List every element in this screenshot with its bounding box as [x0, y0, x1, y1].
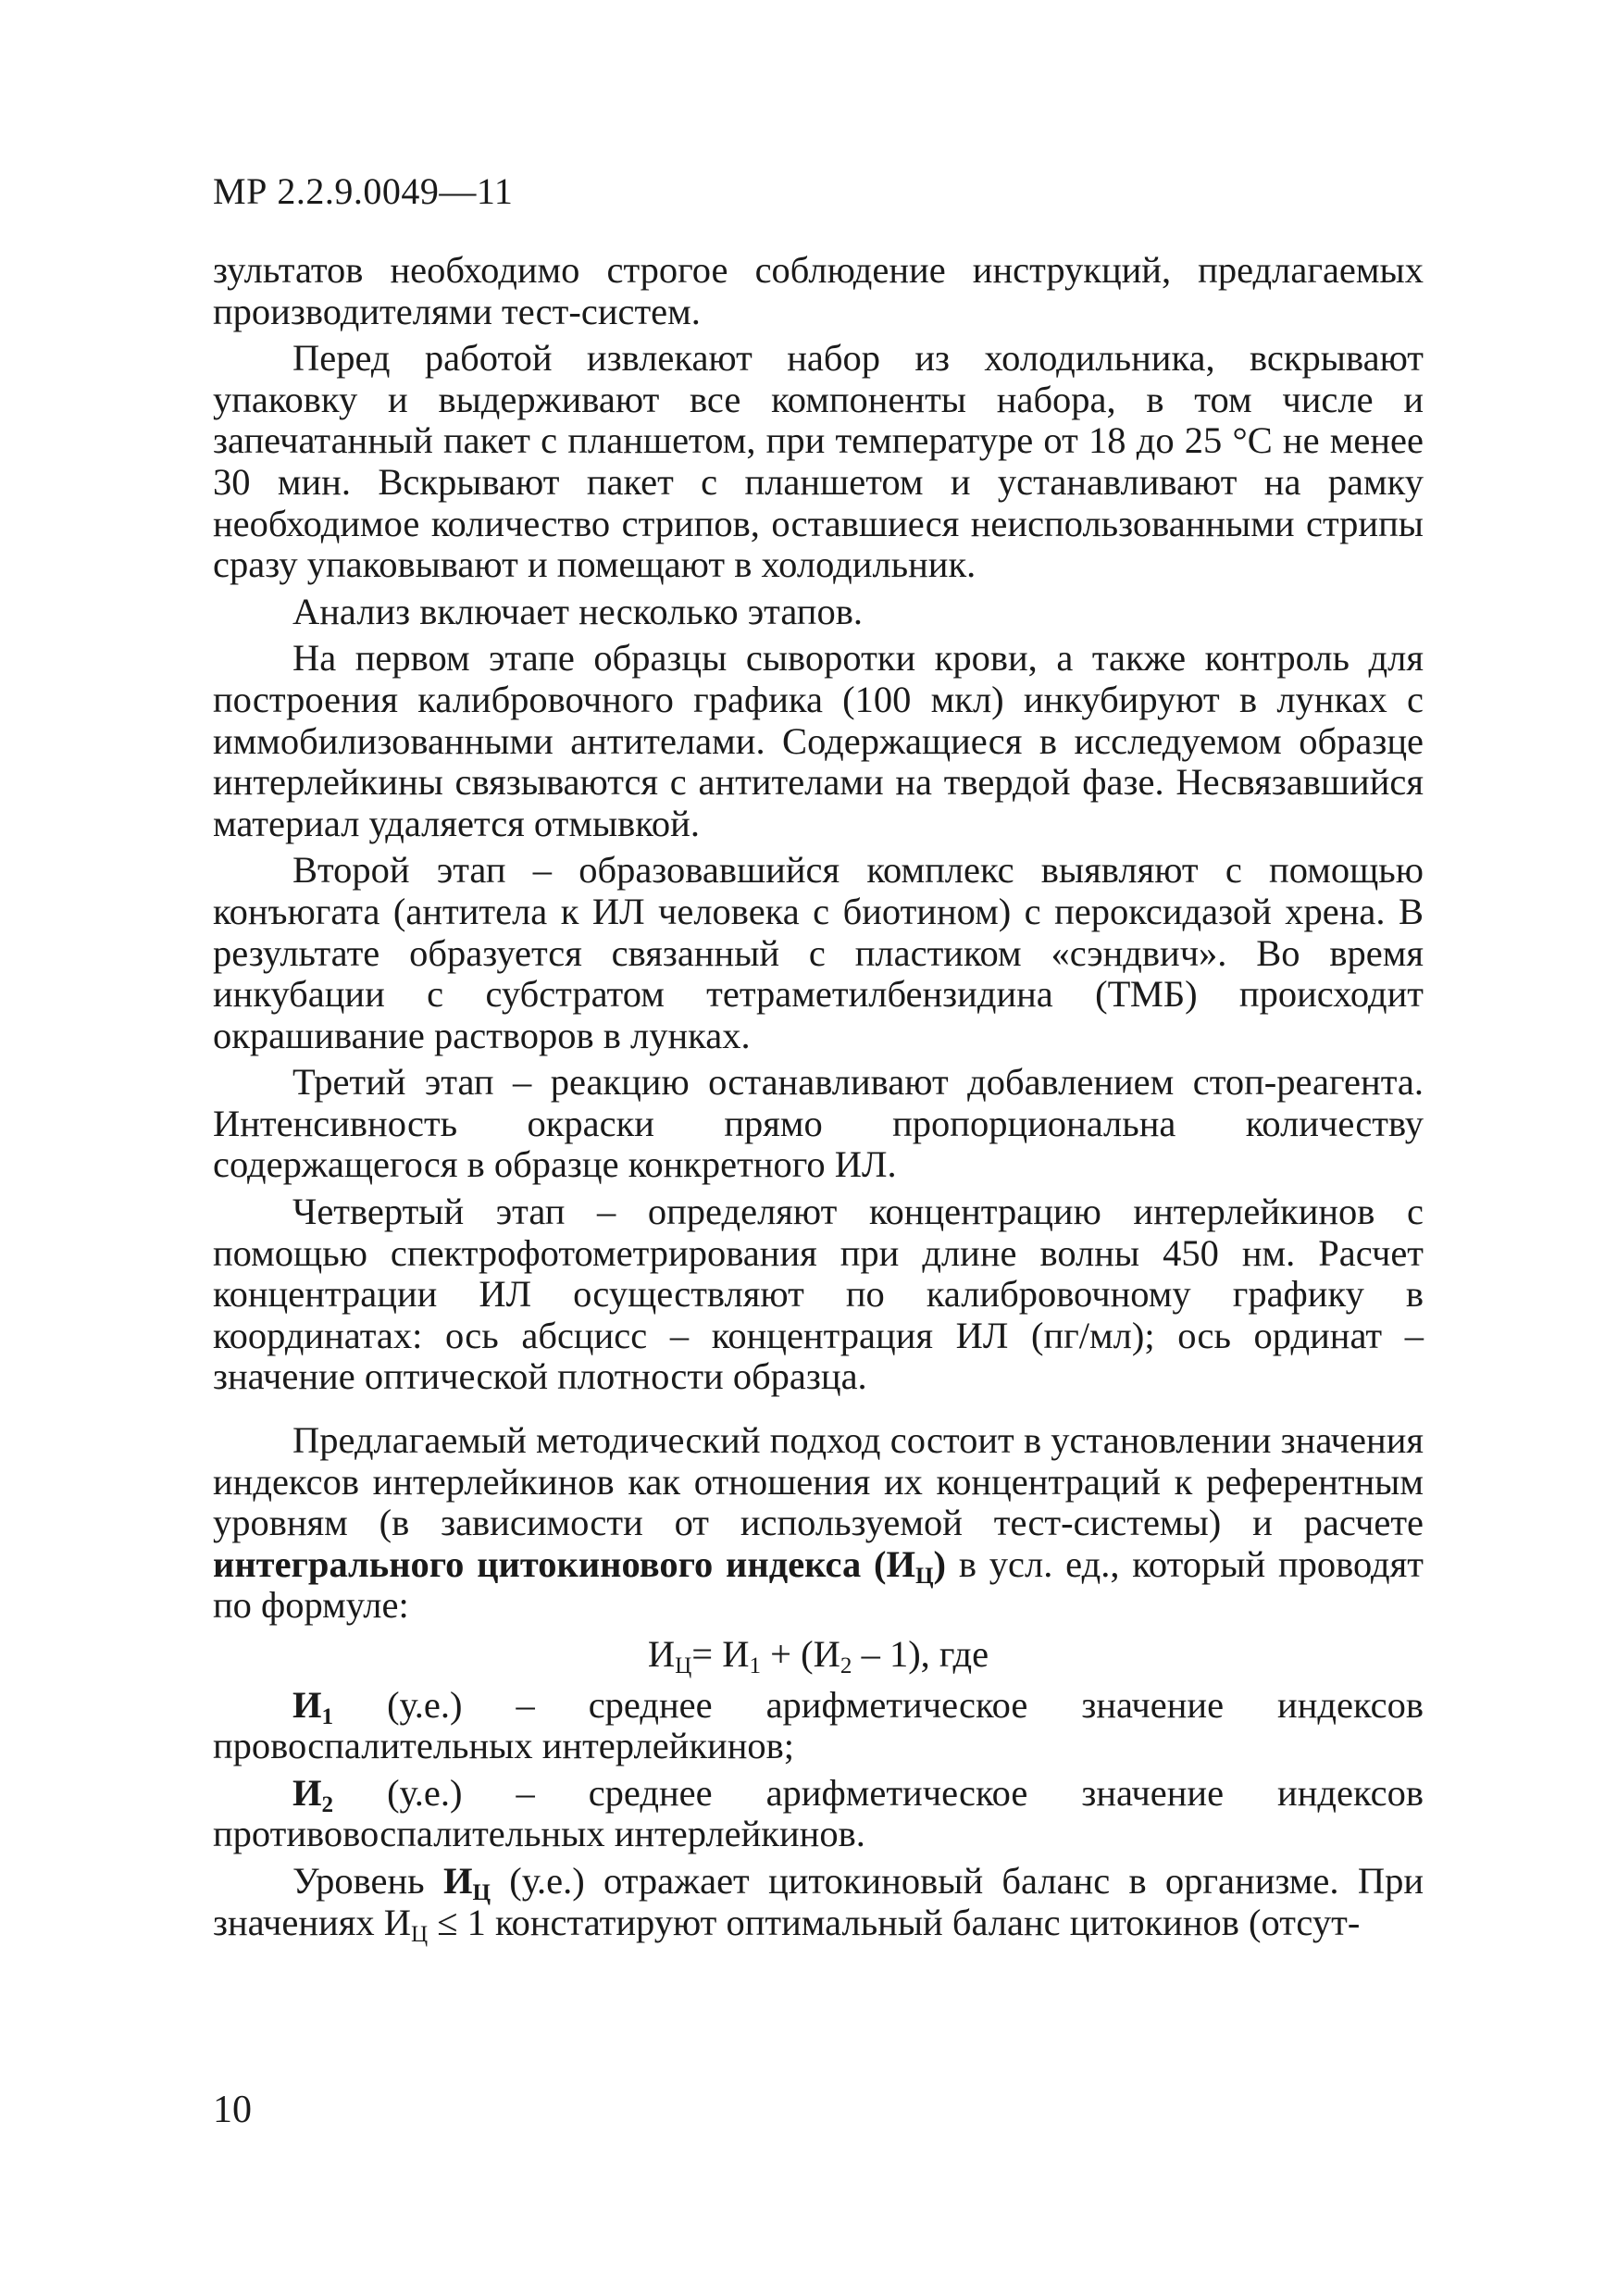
paragraph-analysis-stages: Анализ включает несколько этапов. [292, 590, 863, 632]
paragraph-balance: Уровень $И_Ц$ (у.е.) отражает цитокиновый баланс в организме. При значениях $И_Ц \le 1$ констатируют оптимальный баланс цитокинов (отсут- [213, 1859, 1424, 1947]
formula: $И_Ц= И_1 + (И_2 - 1)$, где [647, 1633, 989, 1679]
method-text-start: Предлагаемый методический подход состоит в установлении значения индексов интерлейкинов как отношения их концентраций к референтным уровням (в зависимости от используемой тест-системы) и расчете [213, 1419, 1424, 1544]
paragraph-preparation: Перед работой извлекают набор из холодильника, вскрывают упаковку и выдерживают все компоненты набора, в том числе и запечатанный пакет с планшетом, при температуре от 18 до 25 °С не менее 30 мин. Вскрывают пакет с планшетом и устанавливают на рамку необходимое количество стрипов, оставшиеся неиспользованными стрипы сразу упаковывают и помещают в холодильник. [213, 337, 1424, 586]
definition-i2: $И_2$ (у.е.) – среднее арифметическое значение индексов противовоспалительных интерлейкинов. [213, 1771, 1424, 1855]
paragraph-stage-four: Четвертый этап – определяют концентрацию интерлейкинов с помощью спектрофотометрирования при длине волны 450 нм. Расчет концентрации ИЛ осуществляют по калибровочному графику в координатах: ось абсцисс – концентрация ИЛ (пг/мл); ось ординат – значение оптической плотности образца. [213, 1191, 1424, 1398]
paragraph-stage-one: На первом этапе образцы сыворотки крови, а также контроль для построения калибровочного графика (100 мкл) инкубируют в лунках с иммобилизованными антителами. Содержащиеся в исследуемом образце интерлейкины связываются с антителами на твердой фазе. Несвязавшийся материал удаляется отмывкой. [213, 637, 1424, 844]
method-text-end: в усл. ед., который проводят по формуле: [213, 1542, 1424, 1627]
paragraph-method [213, 1420, 1424, 1627]
page-number: 10 [213, 2089, 252, 2131]
paragraph-stage-two: Второй этап – образовавшийся комплекс выявляют с помощью конъюгата (антитела к ИЛ человека с биотином) с пероксидазой хрена. В результате образуется связанный с пластиком «сэндвич». Во время инкубации с субстратом тетраметилбензидина (ТМБ) происходит окрашивание растворов в лунках. [213, 849, 1424, 1056]
document-code: МР 2.2.9.0049—11 [213, 170, 514, 212]
page-body [213, 250, 1424, 1949]
paragraph-continued: зультатов необходимо строгое соблюдение инструкций, предлагаемых производителями тест-систем. [213, 249, 1424, 332]
index-term: интегрального цитокинового индекса $(И_Ц)$ [213, 1542, 947, 1589]
paragraph-stage-three: Третий этап – реакцию останавливают добавлением стоп-реагента. Интенсивность окраски прямо пропорциональна количеству содержащегося в образце конкретного ИЛ. [213, 1061, 1424, 1186]
definition-i1: $И_1$ (у.е.) – среднее арифметическое значение индексов провоспалительных интерлейкинов; [213, 1683, 1424, 1767]
